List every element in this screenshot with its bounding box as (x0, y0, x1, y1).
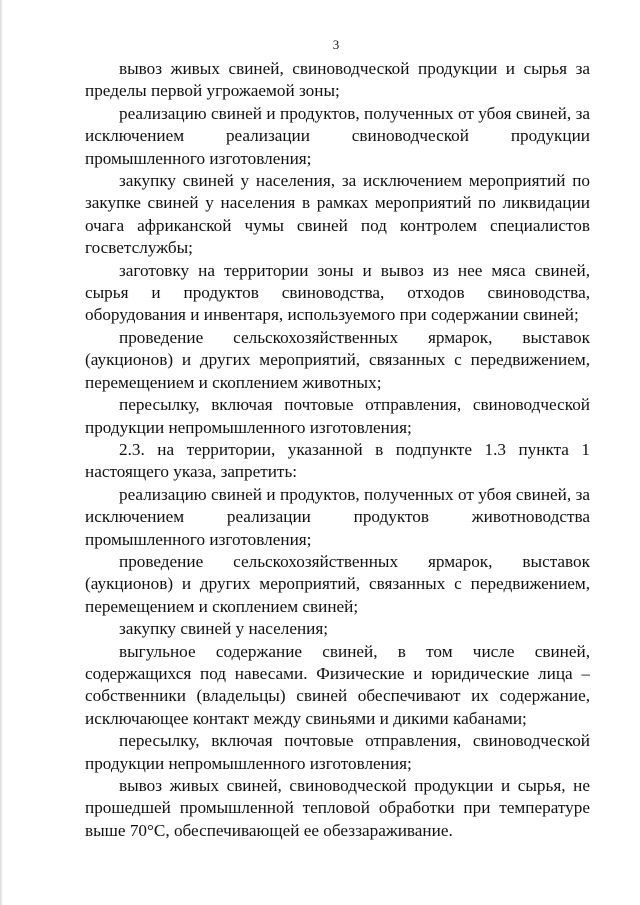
paragraph: вывоз живых свиней, свиноводческой продукции и сырья за пределы первой угрожаемой зоны; (85, 59, 590, 101)
scan-edge (0, 0, 3, 905)
paragraph: пересылку, включая почтовые отправления, свиноводческой продукции непромышленного изготовления; (85, 731, 590, 773)
paragraph: выгульное содержание свиней, в том числе свиней, содержащихся под навесами. Физические и юридические лица – собственники (владельцы) свиней обеспечивают их содержание, исключающее контакт между свиньями и дикими кабанами; (85, 641, 590, 728)
paragraph: вывоз живых свиней, свиноводческой продукции и сырья, не прошедшей промышленной тепловой обработки при температуре выше 70°С, обеспечивающей ее обеззараживание. (85, 776, 590, 840)
paragraph: закупку свиней у населения, за исключением мероприятий по закупке свиней у населения в рамках мероприятий по ликвидации очага африканской чумы свиней под контролем специалистов госветслужбы; (85, 171, 590, 258)
paragraph: пересылку, включая почтовые отправления, свиноводческой продукции непромышленного изготовления; (85, 395, 590, 437)
paragraph: реализацию свиней и продуктов, полученных от убоя свиней, за исключением реализации свиноводческой продукции промышленного изготовления; (85, 103, 590, 168)
paragraph: заготовку на территории зоны и вывоз из нее мяса свиней, сырья и продуктов свиноводства, отходов свиноводства, оборудования и инвентаря, используемого при содержании свиней; (85, 260, 590, 325)
paragraph: реализацию свиней и продуктов, полученных от убоя свиней, за исключением реализации продуктов животноводства промышленного изготовления; (85, 484, 590, 549)
page-number: 3 (332, 37, 340, 52)
document-body (85, 58, 590, 842)
paragraph: закупку свиней у населения; (119, 619, 329, 639)
paragraph: проведение сельскохозяйственных ярмарок, выставок (аукционов) и других мероприятий, связанных с передвижением, перемещением и скоплением животных; (85, 327, 590, 392)
paragraph: 2.3. на территории, указанной в подпункте 1.3 пункта 1 настоящего указа, запретить: (85, 439, 590, 482)
paragraph: проведение сельскохозяйственных ярмарок, выставок (аукционов) и других мероприятий, связанных с передвижением, перемещением и скоплением свиней; (85, 551, 590, 616)
